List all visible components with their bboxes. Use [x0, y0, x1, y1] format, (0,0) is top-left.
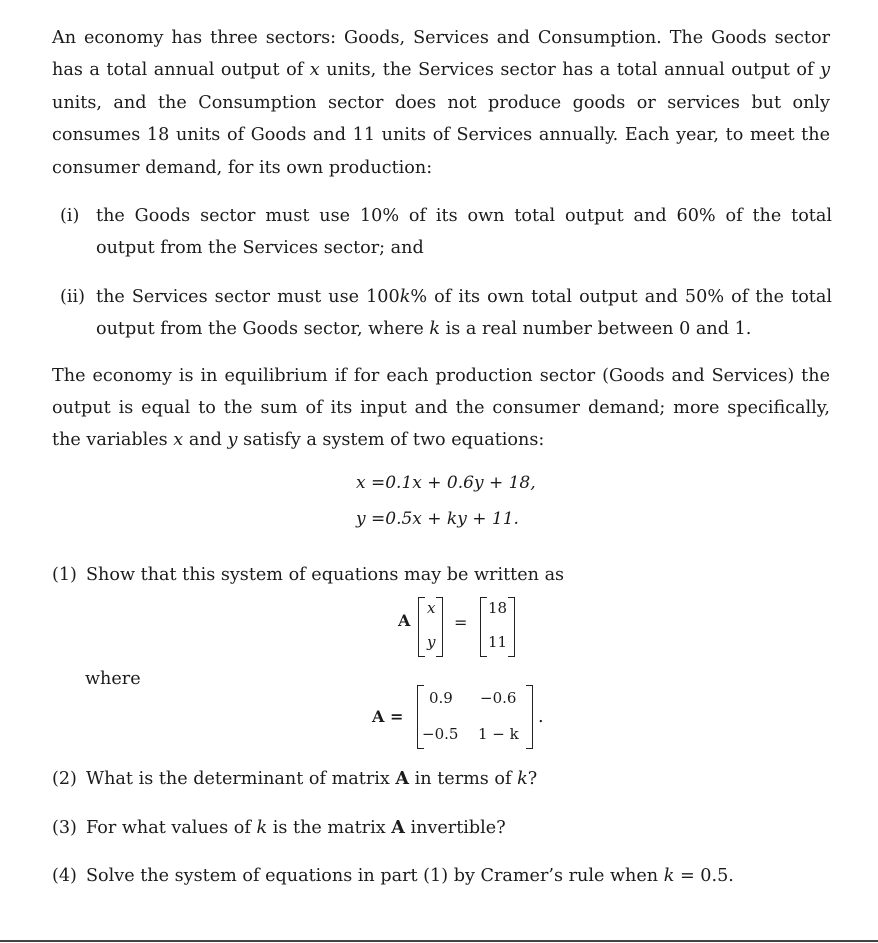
var-x: x — [173, 430, 184, 451]
question-1-text: Show that this system of equations may be written as — [86, 564, 565, 585]
equilibrium-paragraph — [52, 360, 830, 457]
matrix-A-ref: A — [395, 768, 410, 790]
condition-i — [52, 200, 832, 265]
question-3-text-1: For what values of — [86, 817, 251, 838]
condition-ii-text-1: the Services sector must use 100 — [96, 286, 400, 307]
question-2-text-3: ? — [527, 769, 538, 790]
question-1-number: (1) — [52, 564, 77, 585]
matrix-a12: −0.6 — [480, 689, 517, 708]
question-4-number: (4) — [52, 866, 77, 887]
right-bracket — [526, 685, 533, 749]
var-x: x — [309, 60, 320, 81]
question-2-number: (2) — [52, 769, 77, 790]
matrix-a11: 0.9 — [429, 689, 453, 708]
vector-x: x — [427, 599, 436, 618]
matrix-A-ref: A — [391, 816, 405, 838]
matrix-equation — [52, 591, 832, 671]
equilibrium-text-3: satisfy a system of two equations: — [243, 430, 545, 451]
intro-paragraph — [52, 22, 830, 184]
question-3-text-2: is the matrix — [272, 817, 386, 838]
var-k: k — [429, 319, 441, 340]
matrix-definition — [52, 671, 832, 761]
var-k: k — [256, 817, 268, 838]
matrix-A-symbol: A — [398, 611, 411, 631]
question-4-text-1: Solve the system of equations in part (1) by Cramer’s rule when — [86, 866, 659, 887]
question-1 — [52, 559, 832, 591]
condition-ii-text-3: is a real number between 0 and 1. — [445, 319, 752, 340]
question-4 — [52, 860, 832, 892]
matrix-a21: −0.5 — [422, 725, 459, 744]
bottom-divider — [0, 940, 878, 942]
question-2-text-1: What is the determinant of matrix — [86, 769, 390, 790]
equation-1: x =0.1x + 0.6y + 18, — [356, 472, 536, 493]
var-k: k — [399, 286, 411, 307]
question-4-text-2: = 0.5. — [679, 866, 734, 887]
intro-text-2: units, the Services sector has a total annual output of — [326, 60, 814, 81]
vector-y: y — [427, 633, 436, 652]
condition-ii-text-2: % of its own total output and 50% of the total output from the Goods sector, where — [96, 286, 832, 340]
condition-ii-number: (ii) — [60, 286, 85, 307]
equation-2: y =0.5x + ky + 11. — [356, 508, 519, 529]
question-3 — [52, 812, 832, 844]
matrix-A-label: A = — [372, 707, 404, 727]
vector-value-18: 18 — [488, 599, 508, 618]
question-2 — [52, 763, 832, 795]
intro-text-3: units, and the Consumption sector does not produce goods or services but only consumes 18 units of Goods and 11 units of Services annually. Each year, to meet the consumer demand, for its own production: — [52, 92, 830, 178]
var-y: y — [820, 60, 831, 81]
vector-value-11: 11 — [488, 633, 508, 652]
equation-system — [52, 469, 832, 551]
question-3-number: (3) — [52, 817, 77, 838]
matrix-a22: 1 − k — [478, 725, 519, 744]
where-label: where — [85, 669, 141, 690]
question-2-text-2: in terms of — [414, 769, 512, 790]
right-bracket — [436, 597, 443, 657]
equilibrium-text-2: and — [188, 430, 222, 451]
intro-text-1: An economy has three sectors: Goods, Services and Consumption. The Goods sector has a total annual output of — [52, 28, 830, 81]
problem-text — [52, 22, 832, 893]
var-k: k — [517, 769, 528, 790]
condition-ii — [52, 281, 832, 346]
equilibrium-text-1: The economy is in equilibrium if for each production sector (Goods and Services) the output is equal to the sum of its input and the consumer demand; more specifically, the variables — [52, 365, 830, 451]
question-3-text-3: invertible? — [410, 817, 506, 838]
equals-sign: = — [454, 613, 468, 633]
matrix-period: . — [538, 707, 544, 728]
left-bracket — [480, 597, 487, 657]
right-bracket — [508, 597, 515, 657]
condition-i-number: (i) — [60, 206, 80, 227]
left-bracket — [418, 597, 425, 657]
var-y: y — [227, 430, 238, 451]
condition-i-text: the Goods sector must use 10% of its own total output and 60% of the total output from the Services sector; and — [96, 206, 832, 259]
var-k: k — [663, 866, 675, 887]
